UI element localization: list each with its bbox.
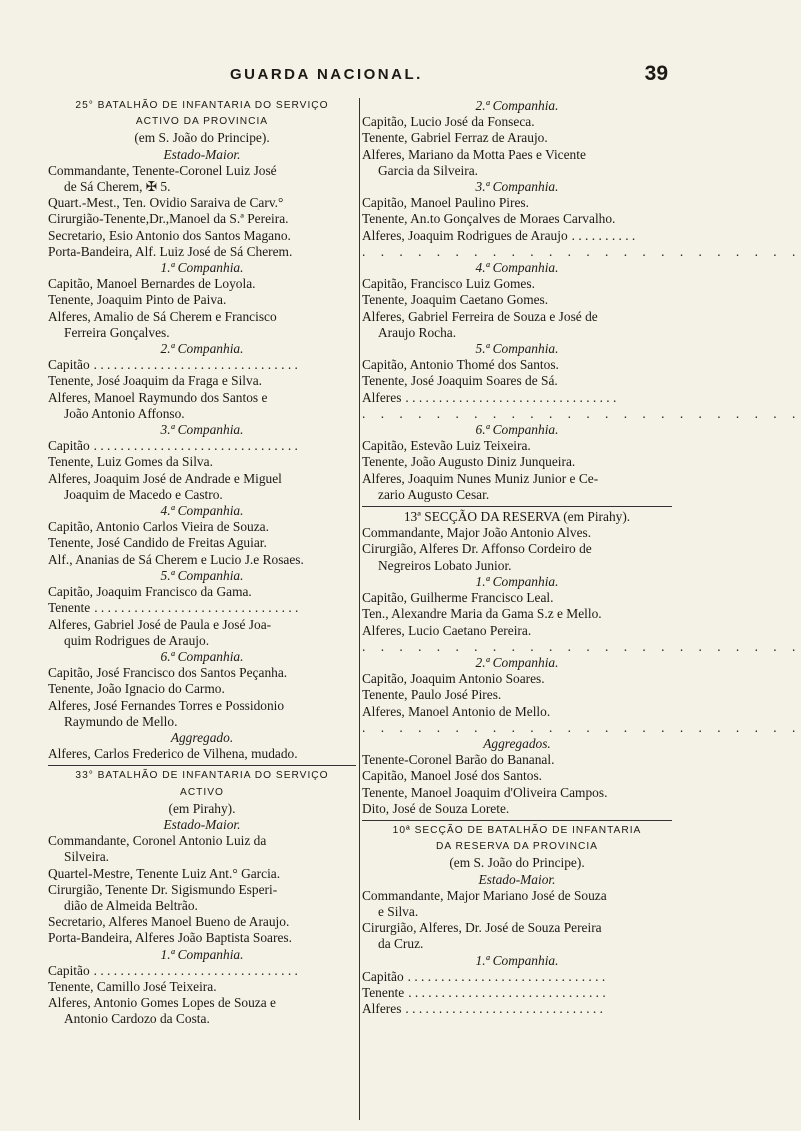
right-column (362, 98, 801, 1017)
leader-dots: . . . . . . . . . . . . . . . . . . . . . . . . . . . . . . . (93, 962, 298, 978)
entry-line: Joaquim de Macedo e Castro. (64, 486, 223, 502)
estado-maior-heading: Estado-Maior. (478, 871, 556, 887)
entry-line: Capitão, Manoel Bernardes de Loyola. (48, 276, 256, 292)
entry-line: Capitão, Manoel Paulino Pires. (362, 195, 529, 211)
entry-line: Alferes, Gabriel Ferreira de Souza e José de (362, 308, 598, 324)
entry-line: Tenente, João Ignacio do Carmo. (48, 681, 225, 697)
entry-line: Tenente, An.to Gonçalves de Moraes Carvalho. (362, 211, 616, 227)
entry-label: Alferes, Joaquim Rodrigues de Araujo (362, 227, 568, 243)
entry-label: Tenente (48, 600, 91, 616)
entry-line: Tenente, João Augusto Diniz Junqueira. (362, 454, 576, 470)
section-place: (em Pirahy). (168, 800, 236, 816)
leader-dots: . . . . . . . . . . . . . . . . . . . . . . . . . . . . . . (405, 1001, 603, 1017)
vacancy-dot-row: . . . . . . . . . . . . . . . . . . . . . . . . (362, 638, 801, 654)
entry-line: Alferes, Manoel Raymundo dos Santos e (48, 389, 268, 405)
vacancy-dot-row: . . . . . . . . . . . . . . . . . . . . . . . . (362, 719, 801, 735)
section-title: 13ª SECÇÃO DA RESERVA (em Pirahy). (403, 509, 631, 525)
page-header (0, 60, 736, 96)
entry-line: da Cruz. (378, 936, 424, 952)
section-place: (em S. João do Principe). (134, 130, 270, 146)
entry-line: Commandante, Major João Antonio Alves. (362, 525, 592, 541)
entry-line: João Antonio Affonso. (64, 405, 185, 421)
entry-line: Capitão, Guilherme Francisco Leal. (362, 590, 554, 606)
vacancy-dot-row: . . . . . . . . . . . . . . . . . . . . . . . . (362, 243, 801, 259)
entry-line: Alf., Ananias de Sá Cherem e Lucio J.e Rosaes. (48, 551, 304, 567)
vacant-entry (362, 390, 672, 406)
entry-with-leader (362, 228, 672, 244)
entry-line: Quart.-Mest., Ten. Ovidio Saraiva de Carv.° (48, 195, 284, 211)
company-heading: 2.ª Companhia. (475, 654, 559, 670)
entry-label: Capitão (48, 962, 90, 978)
entry-line: Dito, José de Souza Lorete. (362, 800, 510, 816)
entry-line: Alferes, Amalio de Sá Cherem e Francisco (48, 308, 277, 324)
entry-line: dião de Almeida Beltrão. (64, 897, 198, 913)
vacant-entry (362, 985, 672, 1001)
section-title: ACTIVO DA PROVINCIA (135, 116, 269, 128)
section-divider (362, 820, 672, 821)
entry-line: Capitão, Antonio Thomé dos Santos. (362, 357, 559, 373)
running-title: GUARDA NACIONAL. (230, 66, 423, 83)
company-heading: 4.ª Companhia. (160, 503, 244, 519)
entry-line: Tenente, Manoel Joaquim d'Oliveira Campos. (362, 784, 608, 800)
entry-line: Ferreira Gonçalves. (64, 324, 170, 340)
entry-line: Capitão, Lucio José da Fonseca. (362, 114, 535, 130)
vacant-entry (48, 438, 356, 454)
entry-line: Negreiros Lobato Junior. (378, 557, 512, 573)
entry-line: Alferes, José Fernandes Torres e Possidonio (48, 697, 285, 713)
company-heading: 1.ª Companhia. (475, 573, 559, 589)
entry-line: Araujo Rocha. (378, 324, 457, 340)
entry-line: quim Rodrigues de Araujo. (64, 632, 210, 648)
entry-line: Tenente, Joaquim Caetano Gomes. (362, 292, 549, 308)
section-title: DA RESERVA DA PROVINCIA (436, 841, 598, 853)
entry-line: e Silva. (378, 903, 419, 919)
leader-dots: . . . . . . . . . . . . . . . . . . . . . . . . . . . . . . . . (405, 389, 617, 405)
entry-label: Capitão (48, 357, 90, 373)
company-heading: 5.ª Companhia. (475, 341, 559, 357)
entry-line: Alferes, Gabriel José de Paula e José Joa- (48, 616, 272, 632)
entry-line: Tenente, José Joaquim Soares de Sá. (362, 373, 558, 389)
entry-label: Capitão (362, 968, 404, 984)
section-13-reserva (362, 509, 801, 817)
aggregado-heading: Aggregado. (170, 729, 234, 745)
entry-line: Alferes, Lucio Caetano Pereira. (362, 622, 532, 638)
company-heading: 1.ª Companhia. (160, 946, 244, 962)
entry-line: Tenente, Joaquim Pinto de Paiva. (48, 292, 227, 308)
entry-line: Tenente, Gabriel Ferraz de Araujo. (362, 130, 548, 146)
vacancy-dot-row: . . . . . . . . . . . . . . . . . . . . . . . . (362, 405, 801, 421)
entry-line: Alferes, Joaquim Nunes Muniz Junior e Ce- (362, 470, 599, 486)
entry-line: Commandante, Tenente-Coronel Luiz José (48, 162, 277, 178)
entry-line: Commandante, Coronel Antonio Luiz da (48, 833, 267, 849)
entry-line: Ten., Alexandre Maria da Gama S.z e Mello. (362, 606, 602, 622)
section-33-batalhao (48, 768, 356, 1027)
entry-line: Capitão, Francisco Luiz Gomes. (362, 276, 535, 292)
aggregados-heading: Aggregados. (483, 735, 551, 751)
entry-line: Alferes, Manoel Antonio de Mello. (362, 703, 551, 719)
vacant-entry (48, 357, 356, 373)
entry-line: Commandante, Major Mariano José de Souza (362, 887, 607, 903)
entry-label: Alferes (362, 389, 402, 405)
section-divider (48, 765, 356, 766)
company-heading: 5.ª Companhia. (160, 567, 244, 583)
entry-line: de Sá Cherem, ✠ 5. (64, 179, 171, 195)
company-heading: 1.ª Companhia. (160, 260, 244, 276)
entry-line: Quartel-Mestre, Tenente Luiz Ant.° Garcia. (48, 865, 281, 881)
leader-dots: . . . . . . . . . . . . . . . . . . . . . . . . . . . . . . . (93, 438, 298, 454)
section-25-batalhao (48, 98, 356, 762)
column-divider (359, 98, 360, 1120)
entry-label: Tenente (362, 984, 405, 1000)
entry-line: Capitão, Joaquim Francisco da Gama. (48, 584, 252, 600)
entry-line: Cirurgião, Alferes, Dr. José de Souza Pereira (362, 920, 602, 936)
entry-line: Tenente, José Candido de Freitas Aguiar. (48, 535, 267, 551)
entry-line: Alferes, Joaquim José de Andrade e Miguel (48, 470, 282, 486)
entry-line: Capitão, Joaquim Antonio Soares. (362, 671, 545, 687)
vacant-entry (362, 969, 672, 985)
company-heading: 3.ª Companhia. (475, 179, 559, 195)
entry-line: Secretario, Alferes Manoel Bueno de Araujo. (48, 914, 290, 930)
entry-line: Cirurgião, Tenente Dr. Sigismundo Esperi- (48, 881, 278, 897)
left-column (48, 98, 356, 1028)
entry-line: Cirurgião, Alferes Dr. Affonso Cordeiro de (362, 541, 592, 557)
entry-line: Capitão, José Francisco dos Santos Peçanha. (48, 665, 288, 681)
section-title: 25° BATALHÃO DE INFANTARIA DO SERVIÇO (75, 100, 329, 111)
entry-line: Secretario, Esio Antonio dos Santos Magano. (48, 227, 291, 243)
company-heading: 3.ª Companhia. (160, 422, 244, 438)
leader-dots: . . . . . . . . . . . . . . . . . . . . . . . . . . . . . . (408, 984, 606, 1000)
entry-label: Alferes (362, 1001, 402, 1017)
company-heading: 2.ª Companhia. (475, 98, 559, 113)
entry-line: Capitão, Estevão Luiz Teixeira. (362, 438, 531, 454)
entry-line: Cirurgião-Tenente,Dr.,Manoel da S.ª Pereira. (48, 211, 289, 227)
entry-line: Capitão, Antonio Carlos Vieira de Souza. (48, 519, 269, 535)
entry-line: Tenente-Coronel Barão do Bananal. (362, 752, 555, 768)
entry-line: Antonio Cardozo da Costa. (64, 1011, 210, 1027)
entry-label: Capitão (48, 438, 90, 454)
entry-line: Capitão, Manoel José dos Santos. (362, 768, 543, 784)
leader-dots: . . . . . . . . . . . . . . . . . . . . . . . . . . . . . . (407, 968, 606, 984)
estado-maior-heading: Estado-Maior. (163, 816, 241, 832)
section-title: 10ª SECÇÃO DE BATALHÃO DE INFANTARIA (392, 824, 642, 836)
entry-line: Alferes, Mariano da Motta Paes e Vicente (362, 146, 586, 162)
entry-line: zario Augusto Cesar. (378, 486, 490, 502)
entry-line: Alferes, Antonio Gomes Lopes de Souza e (48, 995, 276, 1011)
company-heading: 4.ª Companhia. (475, 260, 559, 276)
entry-line: Alferes, Carlos Frederico de Vilhena, mudado. (48, 746, 298, 762)
estado-maior-heading: Estado-Maior. (163, 146, 241, 162)
vacant-entry (48, 600, 356, 616)
section-divider (362, 506, 672, 507)
section-title: ACTIVO (180, 786, 224, 798)
company-heading: 6.ª Companhia. (475, 422, 559, 438)
entry-line: Tenente, Paulo José Pires. (362, 687, 502, 703)
entry-line: Tenente, José Joaquim da Fraga e Silva. (48, 373, 263, 389)
leader-dots: . . . . . . . . . . . . . . . . . . . . . . . . . . . . . . . (94, 600, 299, 616)
company-heading: 6.ª Companhia. (160, 648, 244, 664)
section-10-reserva (362, 823, 672, 1017)
entry-line: Tenente, Luiz Gomes da Silva. (48, 454, 213, 470)
section-title: 33° BATALHÃO DE INFANTARIA DO SERVIÇO (75, 770, 329, 782)
vacant-entry (362, 1001, 672, 1017)
entry-line: Tenente, Camillo José Teixeira. (48, 978, 217, 994)
leader-dots: . . . . . . . . . . (571, 227, 636, 243)
page-number: 39 (644, 62, 668, 85)
leader-dots: . . . . . . . . . . . . . . . . . . . . . . . . . . . . . . . (93, 357, 298, 373)
vacant-entry (48, 963, 356, 979)
entry-line: Garcia da Silveira. (378, 162, 479, 178)
entry-line: Porta-Bandeira, Alferes João Baptista Soares. (48, 930, 292, 946)
entry-line: Porta-Bandeira, Alf. Luiz José de Sá Cherem. (48, 243, 293, 259)
company-heading: 2.ª Companhia. (160, 341, 244, 357)
entry-line: Raymundo de Mello. (64, 713, 178, 729)
section-place: (em S. João do Principe). (449, 855, 585, 871)
company-heading: 1.ª Companhia. (475, 952, 559, 968)
entry-line: Silveira. (64, 849, 109, 865)
